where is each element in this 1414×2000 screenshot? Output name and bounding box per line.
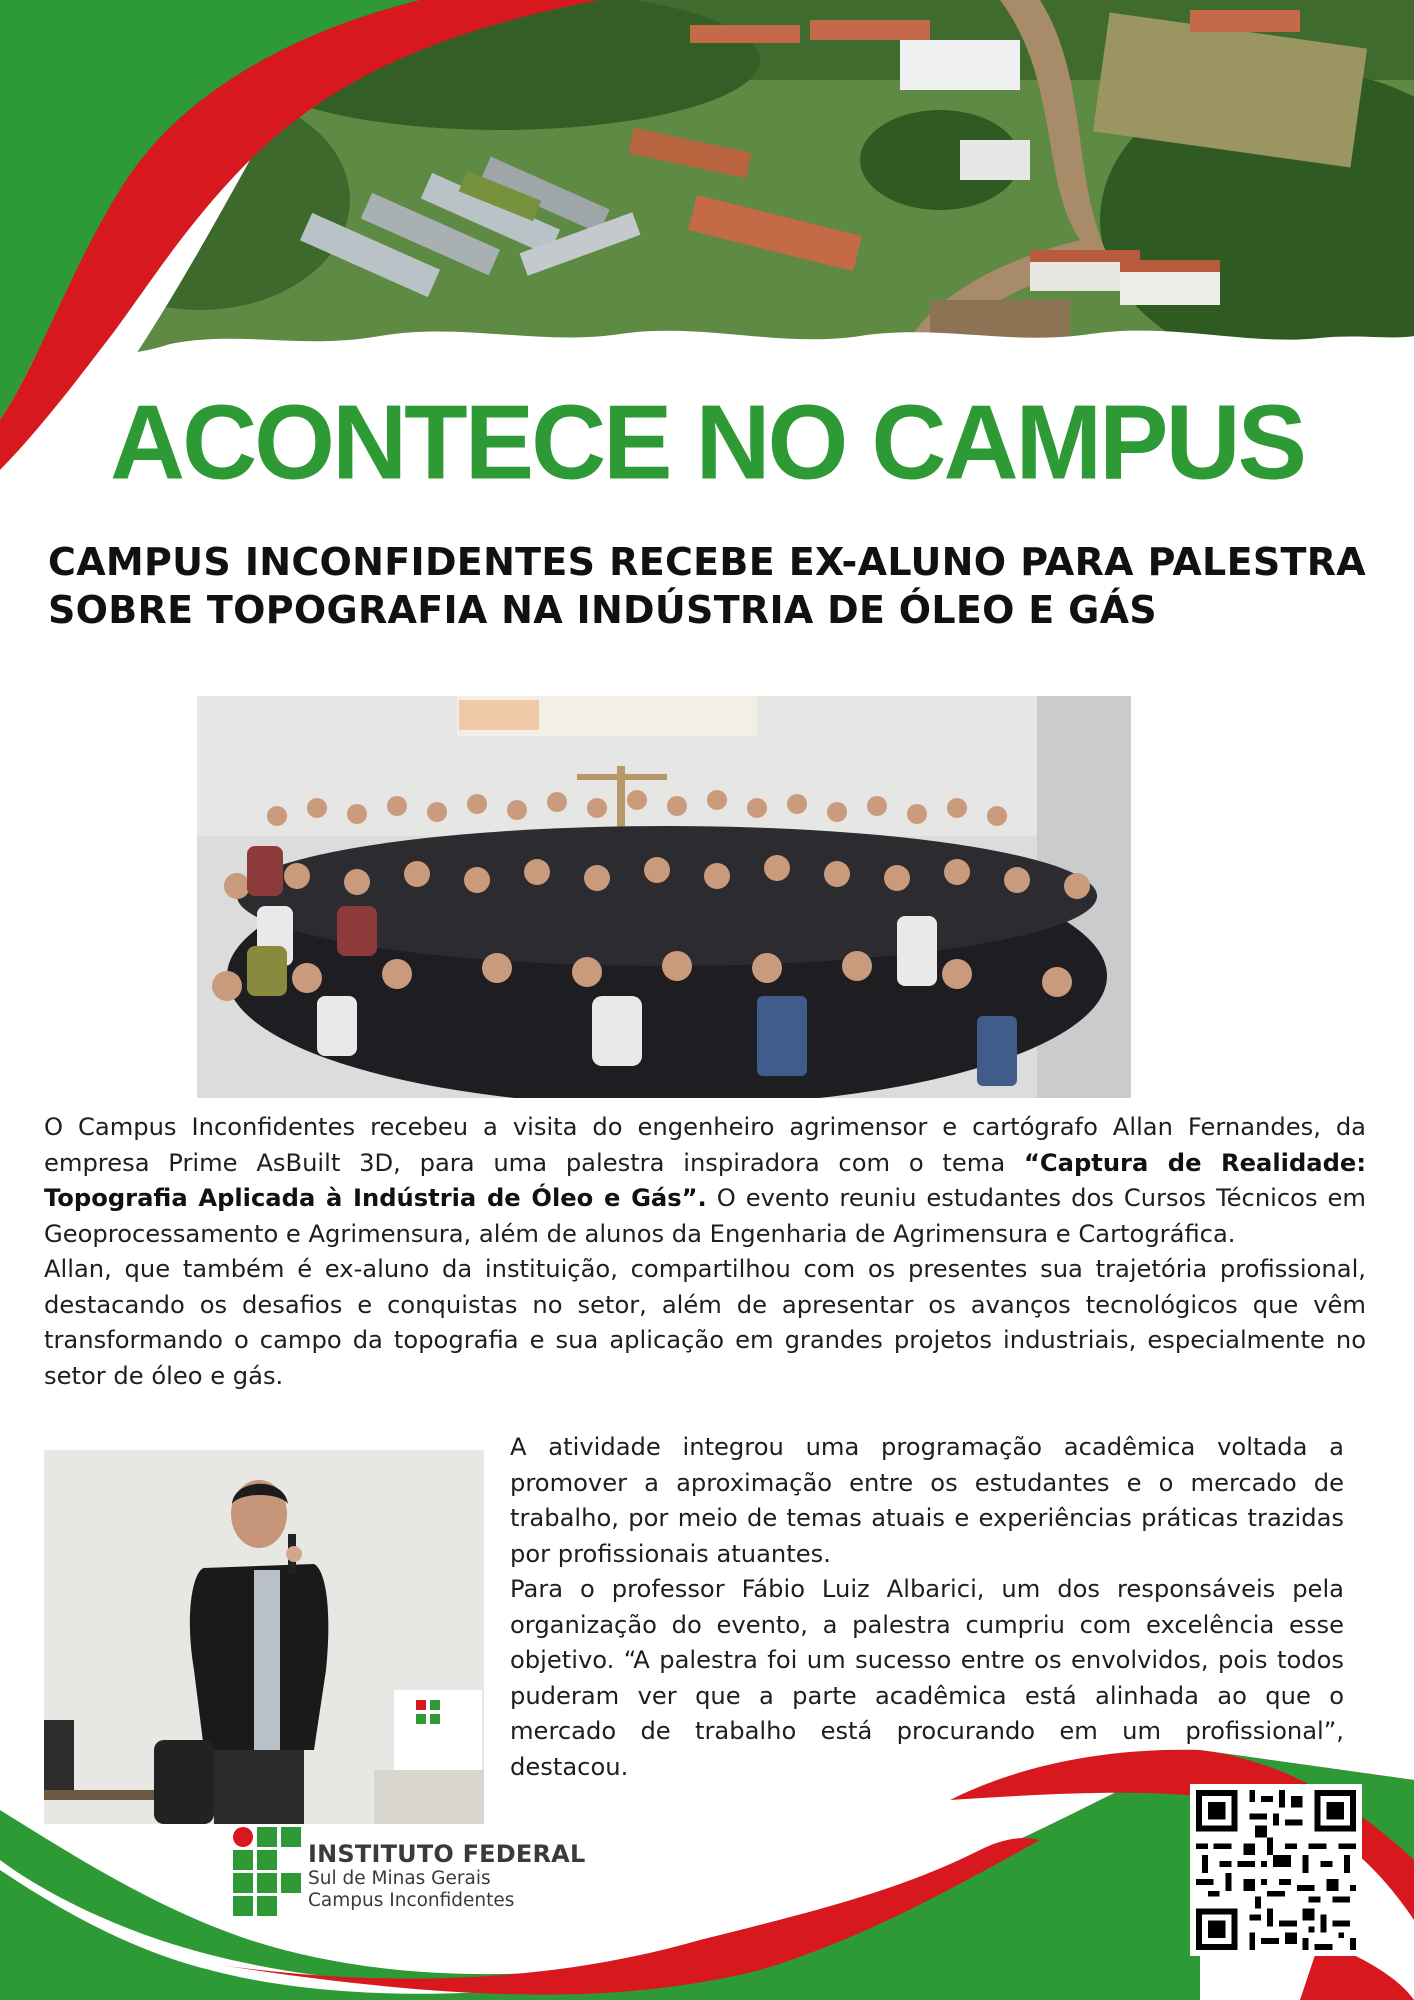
group-photo xyxy=(197,696,1131,1098)
article-body xyxy=(44,1110,1366,1394)
institute-region: Sul de Minas Gerais xyxy=(308,1868,491,1889)
article-paragraph-4: Para o professor Fábio Luiz Albarici, um dos responsáveis pela organização do evento, a palestra cumpriu com excelência esse objetivo. “A palestra foi um sucesso entre os envolvidos, pois todos puderam ver que a parte acadêmica está alinhada ao que o mercado de trabalho está procurando em um profissional”, destacou. xyxy=(510,1575,1344,1781)
paragraph-1-intro: O Campus Inconfidentes recebeu a visita do engenheiro agrimensor e cartógrafo Allan Fernandes, da empresa Prime AsBuilt 3D, para uma palestra inspiradora com o tema xyxy=(44,1113,1366,1177)
institute-campus: Campus Inconfidentes xyxy=(308,1890,515,1911)
page-title: ACONTECE NO CAMPUS xyxy=(109,383,1305,503)
logo-text xyxy=(308,1840,585,1912)
paragraph-1-end: O evento reuniu estudantes dos Cursos Técnicos em Geoprocessamento e Agrimensura, além de alunos da Engenharia de Agrimensura e Cartográfica. xyxy=(44,1184,1366,1248)
if-logo-mark xyxy=(232,1826,302,1916)
article-paragraph-3: A atividade integrou uma programação acadêmica voltada a promover a aproximação entre os estudantes e o mercado de trabalho, por meio de temas atuais e experiências práticas trazidas por profissionais atuantes. xyxy=(510,1433,1344,1568)
article-paragraph-2: Allan, que também é ex-aluno da instituição, compartilhou com os presentes sua trajetória profissional, destacando os desafios e conquistas no setor, além de apresentar os avanços tecnológicos que vêm transformando o campo da topografia e sua aplicação em grandes projetos industriais, especialmente no setor de óleo e gás. xyxy=(44,1255,1366,1390)
qr-code[interactable] xyxy=(1190,1784,1362,1956)
article-side-text xyxy=(510,1430,1344,1785)
article-paragraph-1 xyxy=(44,1110,1366,1252)
lecture-theme: “Captura de Realidade: Topografia Aplicada à Indústria de Óleo e Gás”. xyxy=(44,1148,1366,1212)
article-headline: CAMPUS INCONFIDENTES RECEBE EX-ALUNO PARA PALESTRA SOBRE TOPOGRAFIA NA INDÚSTRIA DE ÓLEO E GÁS xyxy=(48,540,1366,632)
institute-name: INSTITUTO FEDERAL xyxy=(308,1840,586,1868)
institute-logo xyxy=(232,1826,592,1916)
